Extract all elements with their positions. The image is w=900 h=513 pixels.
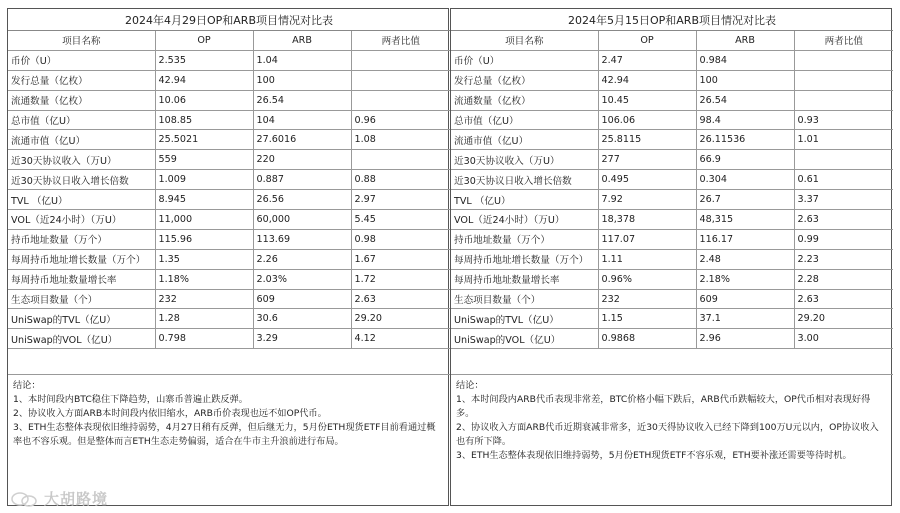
row-label-cell: VOL（近24小时）（万U）	[451, 210, 598, 230]
value-cell: 10.06	[155, 90, 253, 110]
value-cell: 42.94	[155, 70, 253, 90]
column-header: OP	[155, 31, 253, 51]
left-comparison-table	[8, 9, 450, 375]
value-cell: 0.61	[794, 170, 893, 190]
row-label-cell: 近30天协议收入（万U）	[451, 150, 598, 170]
row-label-cell: 近30天协议日收入增长倍数	[451, 170, 598, 190]
conclusion-item: 1、本时间段内ARB代币表现非常差，BTC价格小幅下跌后，ARB代币跌幅较大，OP代币相对表现好得多。	[456, 394, 871, 420]
table-row	[8, 229, 450, 249]
table-row	[8, 90, 450, 110]
value-cell: 0.98	[351, 229, 450, 249]
value-cell: 27.6016	[253, 130, 351, 150]
table-row	[8, 50, 450, 70]
value-cell	[794, 70, 893, 90]
table-row	[451, 150, 893, 170]
value-cell: 25.5021	[155, 130, 253, 150]
value-cell: 220	[253, 150, 351, 170]
value-cell: 8.945	[155, 190, 253, 210]
value-cell: 0.96	[351, 110, 450, 130]
value-cell: 42.94	[598, 70, 696, 90]
row-label-cell: UniSwap的VOL（亿U）	[451, 329, 598, 349]
value-cell: 2.26	[253, 249, 351, 269]
value-cell	[794, 50, 893, 70]
value-cell: 0.9868	[598, 329, 696, 349]
value-cell: 232	[598, 289, 696, 309]
value-cell: 4.12	[351, 329, 450, 349]
row-label-cell: UniSwap的TVL（亿U）	[451, 309, 598, 329]
value-cell: 115.96	[155, 229, 253, 249]
column-header: 两者比值	[794, 31, 893, 51]
row-label-cell: 持币地址数量（万个）	[451, 229, 598, 249]
row-label-cell: 近30天协议收入（万U）	[8, 150, 155, 170]
value-cell	[351, 50, 450, 70]
table-row	[451, 70, 893, 90]
row-label-cell: 流通数量（亿枚）	[451, 90, 598, 110]
value-cell: 2.97	[351, 190, 450, 210]
row-label-cell: TVL （亿U）	[451, 190, 598, 210]
value-cell: 2.535	[155, 50, 253, 70]
value-cell: 0.495	[598, 170, 696, 190]
left-table-title: 2024年4月29日OP和ARB项目情况对比表	[8, 9, 450, 31]
table-row	[451, 289, 893, 309]
value-cell: 18,378	[598, 210, 696, 230]
column-header: ARB	[253, 31, 351, 51]
table-header-row	[451, 31, 893, 51]
row-label-cell: 每周持币地址增长数量（万个）	[451, 249, 598, 269]
value-cell: 1.28	[155, 309, 253, 329]
value-cell: 609	[253, 289, 351, 309]
row-label-cell: VOL（近24小时）（万U）	[8, 210, 155, 230]
table-row	[8, 170, 450, 190]
table-row	[451, 170, 893, 190]
row-label-cell: 发行总量（亿枚）	[8, 70, 155, 90]
value-cell: 1.72	[351, 269, 450, 289]
table-row	[8, 309, 450, 329]
conclusion-item: 2、协议收入方面ARB代币近期衰减非常多，近30天得协议收入已经下降到100万U元以内，OP协议收入也有所下降。	[456, 422, 879, 448]
value-cell	[351, 70, 450, 90]
value-cell: 0.99	[794, 229, 893, 249]
row-label-cell: 总市值（亿U）	[8, 110, 155, 130]
value-cell: 0.88	[351, 170, 450, 190]
table-row	[451, 90, 893, 110]
value-cell: 277	[598, 150, 696, 170]
value-cell	[794, 150, 893, 170]
value-cell: 66.9	[696, 150, 794, 170]
value-cell: 2.18%	[696, 269, 794, 289]
right-comparison-panel	[450, 8, 892, 506]
column-header: 项目名称	[451, 31, 598, 51]
value-cell: 60,000	[253, 210, 351, 230]
value-cell: 108.85	[155, 110, 253, 130]
column-header: ARB	[696, 31, 794, 51]
conclusion-item: 3、ETH生态整体表现依旧维持弱势，5月份ETH现货ETF不容乐观，ETH要补涨还需要等待时机。	[456, 450, 852, 462]
value-cell: 117.07	[598, 229, 696, 249]
value-cell: 2.28	[794, 269, 893, 289]
table-row	[8, 130, 450, 150]
value-cell: 2.48	[696, 249, 794, 269]
row-label-cell: 持币地址数量（万个）	[8, 229, 155, 249]
value-cell: 29.20	[351, 309, 450, 329]
value-cell: 7.92	[598, 190, 696, 210]
table-row	[8, 249, 450, 269]
value-cell: 609	[696, 289, 794, 309]
table-row	[8, 150, 450, 170]
row-label-cell: 每周持币地址数量增长率	[451, 269, 598, 289]
value-cell: 2.23	[794, 249, 893, 269]
right-conclusion-notes	[451, 375, 891, 463]
table-row	[451, 269, 893, 289]
value-cell: 98.4	[696, 110, 794, 130]
value-cell: 26.56	[253, 190, 351, 210]
value-cell: 104	[253, 110, 351, 130]
right-comparison-table	[451, 9, 893, 375]
table-row	[451, 50, 893, 70]
table-spacer-row	[451, 349, 893, 375]
value-cell: 100	[253, 70, 351, 90]
value-cell: 2.47	[598, 50, 696, 70]
value-cell: 0.304	[696, 170, 794, 190]
watermark-text: 大胡路境	[44, 490, 109, 508]
value-cell: 26.7	[696, 190, 794, 210]
row-label-cell: 生态项目数量（个）	[8, 289, 155, 309]
table-row	[451, 130, 893, 150]
table-row	[451, 309, 893, 329]
value-cell	[351, 90, 450, 110]
row-label-cell: TVL （亿U）	[8, 190, 155, 210]
left-comparison-panel	[7, 8, 449, 506]
value-cell: 0.96%	[598, 269, 696, 289]
table-header-row	[8, 31, 450, 51]
table-row	[8, 289, 450, 309]
row-label-cell: 发行总量（亿枚）	[451, 70, 598, 90]
conclusion-item: 2、协议收入方面ARB本时间段内依旧缩水，ARB币价表现也远不如OP代币。	[13, 408, 327, 420]
value-cell: 1.67	[351, 249, 450, 269]
value-cell: 26.11536	[696, 130, 794, 150]
left-conclusion-notes	[8, 375, 448, 449]
row-label-cell: 流通市值（亿U）	[8, 130, 155, 150]
row-label-cell: 流通市值（亿U）	[451, 130, 598, 150]
value-cell: 29.20	[794, 309, 893, 329]
conclusion-heading: 结论：	[456, 380, 484, 392]
value-cell: 26.54	[253, 90, 351, 110]
value-cell: 37.1	[696, 309, 794, 329]
table-row	[8, 190, 450, 210]
value-cell: 232	[155, 289, 253, 309]
row-label-cell: 总市值（亿U）	[451, 110, 598, 130]
table-row	[8, 110, 450, 130]
table-row	[451, 190, 893, 210]
value-cell: 0.984	[696, 50, 794, 70]
table-row	[451, 229, 893, 249]
column-header: OP	[598, 31, 696, 51]
table-row	[451, 210, 893, 230]
value-cell: 2.63	[351, 289, 450, 309]
row-label-cell: 币价（U）	[451, 50, 598, 70]
watermark	[10, 488, 108, 509]
row-label-cell: 币价（U）	[8, 50, 155, 70]
value-cell: 26.54	[696, 90, 794, 110]
value-cell: 11,000	[155, 210, 253, 230]
table-spacer-row	[8, 349, 450, 375]
row-label-cell: 每周持币地址增长数量（万个）	[8, 249, 155, 269]
row-label-cell: 流通数量（亿枚）	[8, 90, 155, 110]
table-row	[8, 269, 450, 289]
conclusion-heading: 结论：	[13, 380, 41, 392]
table-row	[8, 329, 450, 349]
value-cell: 25.8115	[598, 130, 696, 150]
table-row	[451, 249, 893, 269]
value-cell: 2.96	[696, 329, 794, 349]
value-cell: 1.15	[598, 309, 696, 329]
value-cell: 1.18%	[155, 269, 253, 289]
value-cell: 10.45	[598, 90, 696, 110]
column-header: 项目名称	[8, 31, 155, 51]
value-cell: 5.45	[351, 210, 450, 230]
row-label-cell: 生态项目数量（个）	[451, 289, 598, 309]
value-cell: 1.01	[794, 130, 893, 150]
value-cell: 2.03%	[253, 269, 351, 289]
value-cell: 559	[155, 150, 253, 170]
value-cell: 2.63	[794, 289, 893, 309]
value-cell: 48,315	[696, 210, 794, 230]
value-cell: 0.93	[794, 110, 893, 130]
value-cell: 1.08	[351, 130, 450, 150]
value-cell: 116.17	[696, 229, 794, 249]
value-cell: 3.37	[794, 190, 893, 210]
wechat-logo-icon	[10, 491, 38, 507]
conclusion-item: 1、本时间段内BTC稳住下降趋势，山寨币普遍止跌反弹。	[13, 394, 248, 406]
value-cell: 100	[696, 70, 794, 90]
value-cell: 1.04	[253, 50, 351, 70]
value-cell: 3.00	[794, 329, 893, 349]
table-row	[8, 70, 450, 90]
right-table-title: 2024年5月15日OP和ARB项目情况对比表	[451, 9, 893, 31]
value-cell: 0.887	[253, 170, 351, 190]
value-cell: 0.798	[155, 329, 253, 349]
column-header: 两者比值	[351, 31, 450, 51]
row-label-cell: UniSwap的VOL（亿U）	[8, 329, 155, 349]
value-cell: 1.11	[598, 249, 696, 269]
table-row	[8, 210, 450, 230]
row-label-cell: 近30天协议日收入增长倍数	[8, 170, 155, 190]
value-cell	[794, 90, 893, 110]
table-row	[451, 110, 893, 130]
row-label-cell: 每周持币地址数量增长率	[8, 269, 155, 289]
value-cell: 2.63	[794, 210, 893, 230]
value-cell: 106.06	[598, 110, 696, 130]
value-cell: 30.6	[253, 309, 351, 329]
value-cell	[351, 150, 450, 170]
value-cell: 1.35	[155, 249, 253, 269]
conclusion-item: 3、ETH生态整体表现依旧维持弱势，4月27日稍有反弹，但后继无力，5月份ETH现货ETF目前看通过概率也不容乐观。但是整体而言ETH生态走势偏弱，适合在牛市主升浪前进行布局。	[13, 422, 436, 448]
table-row	[451, 329, 893, 349]
value-cell: 3.29	[253, 329, 351, 349]
value-cell: 113.69	[253, 229, 351, 249]
value-cell: 1.009	[155, 170, 253, 190]
row-label-cell: UniSwap的TVL（亿U）	[8, 309, 155, 329]
